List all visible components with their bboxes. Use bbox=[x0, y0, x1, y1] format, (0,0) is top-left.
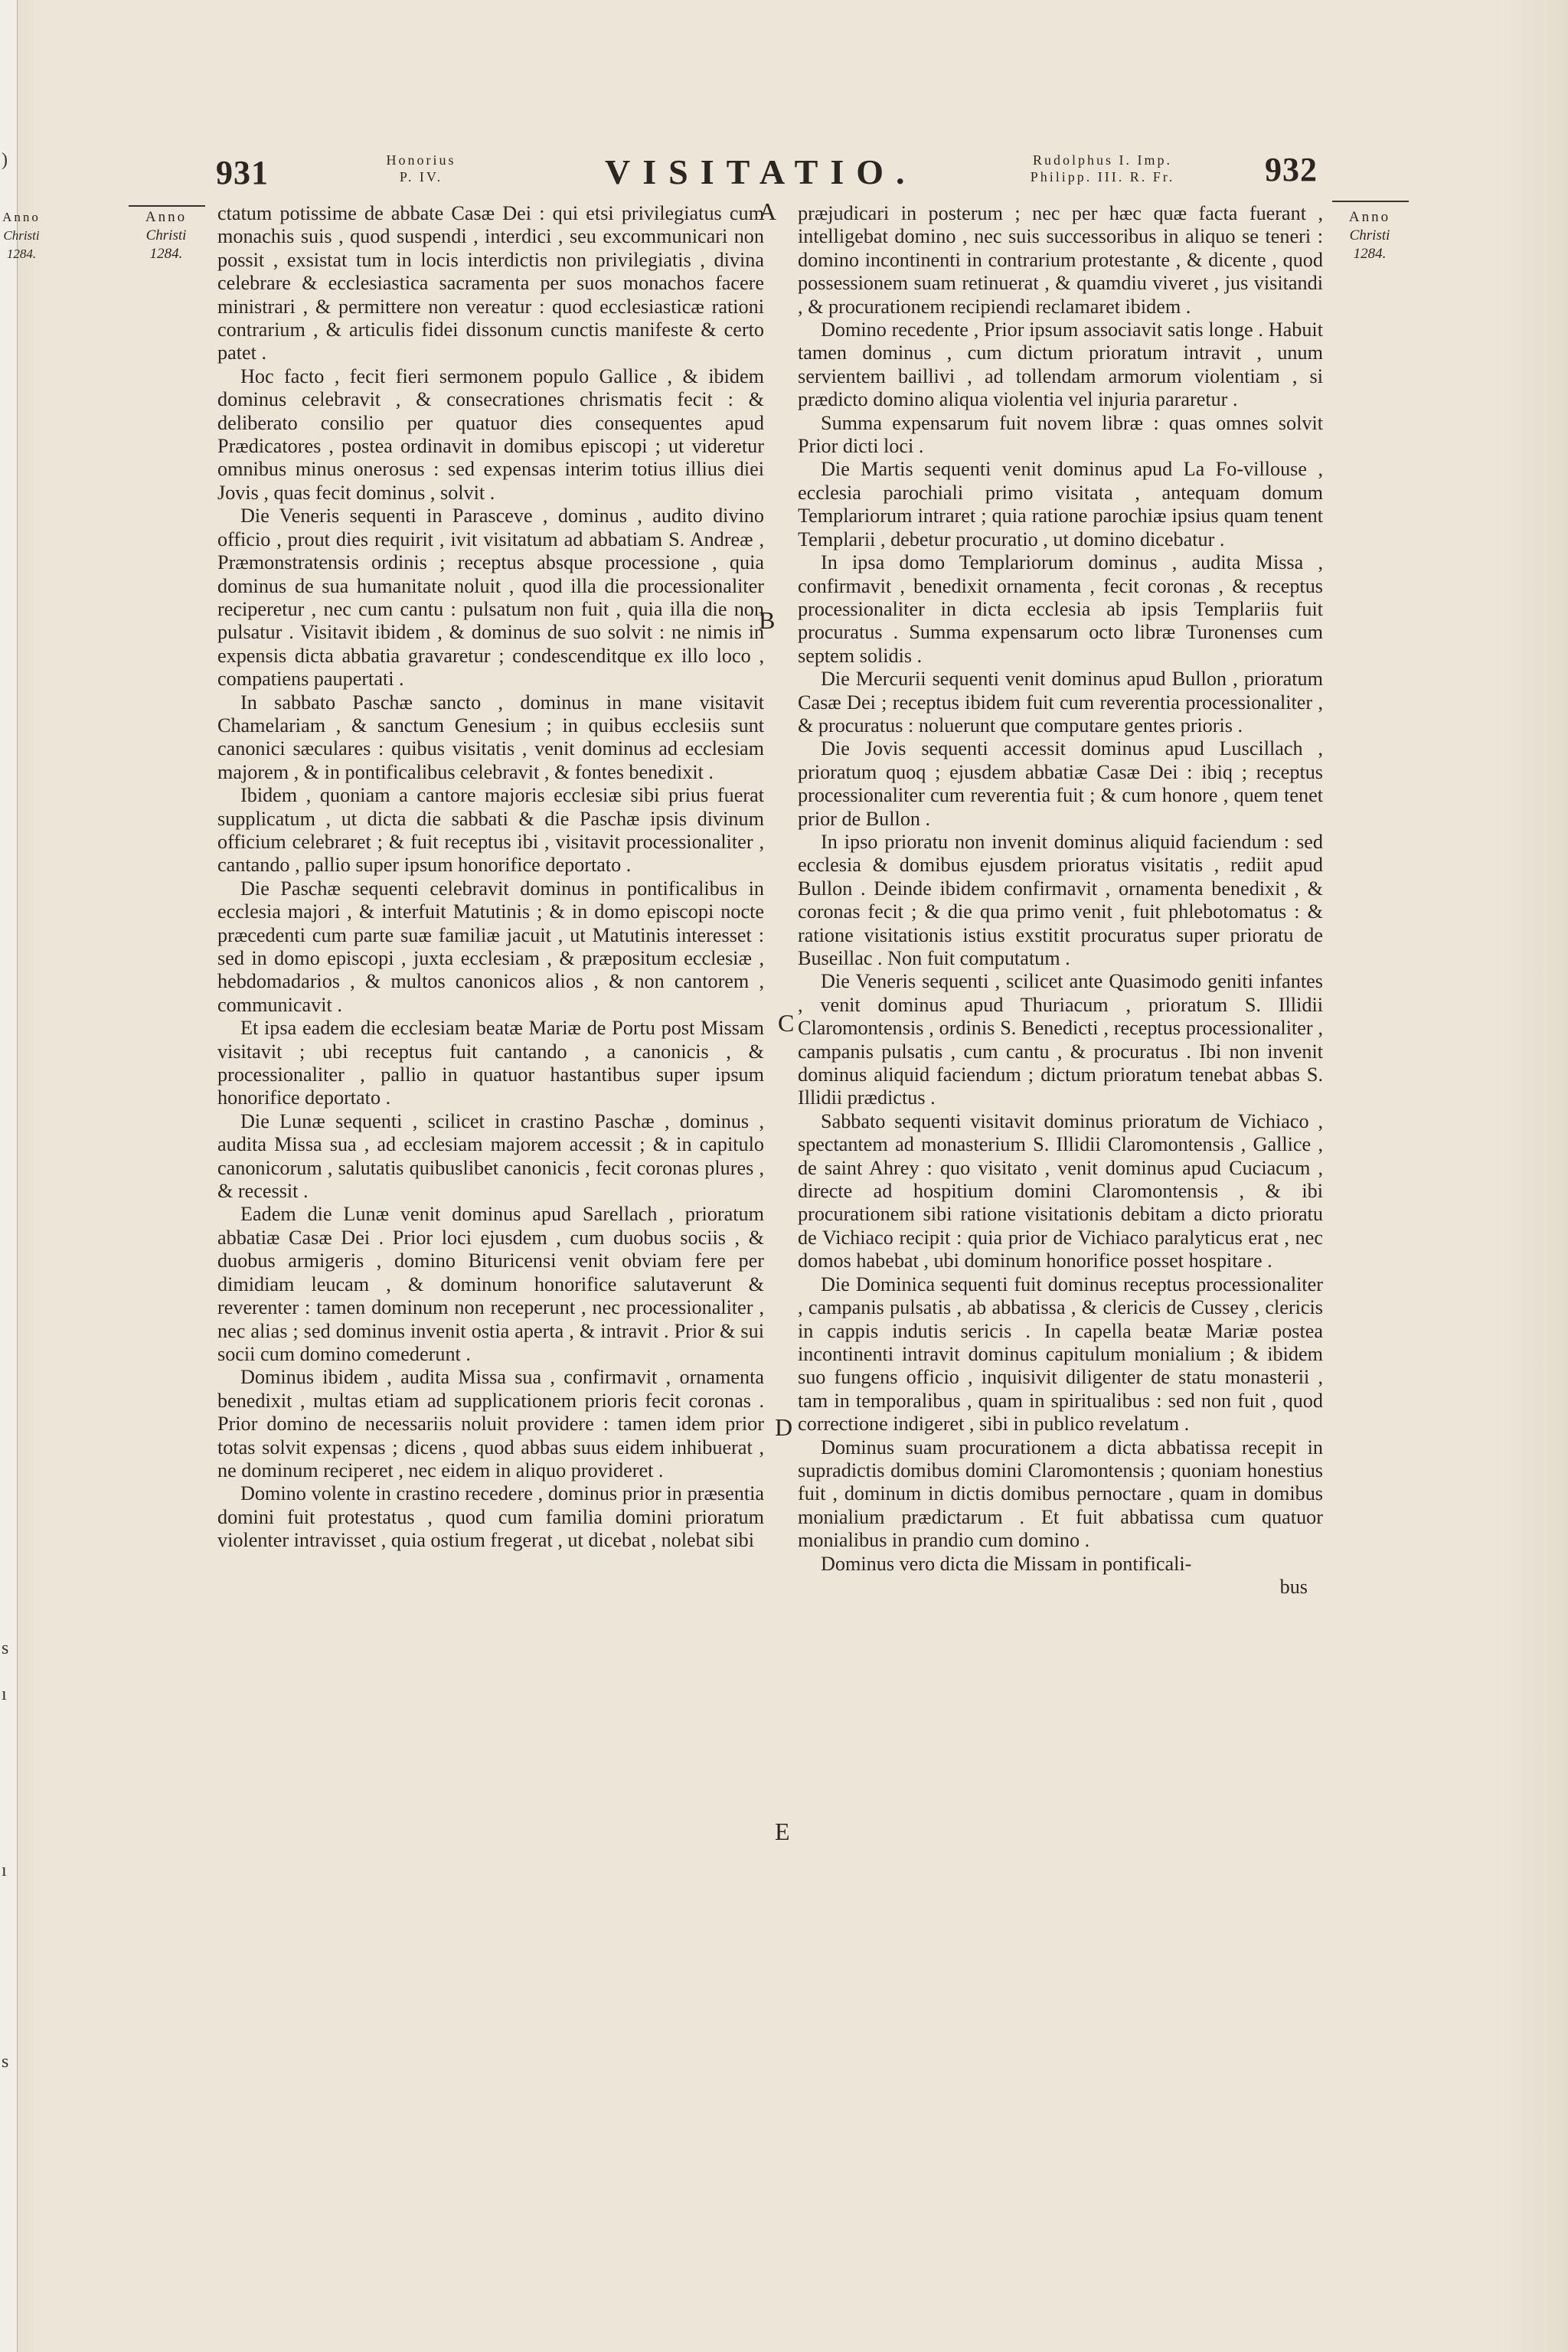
right-text-column bbox=[798, 202, 1323, 1599]
paragraph: Dominus ibidem , audita Missa sua , confirmavit , ornamenta benedixit , multas etiam ad supplicationem prioris fecit coronas . Prior domino de necessariis noluit providere : tamen idem prior totas solvit expensas ; dicens , quod abbas suus eidem inhibuerat , ne dominum reciperet , nec eidem in aliquo provideret . bbox=[217, 1366, 764, 1481]
paragraph: In ipsa domo Templariorum dominus , audita Missa , confirmavit , benedixit ornamenta , fecit coronas , & receptus processionaliter in dicta ecclesia ab ipsis Templariis fuit procuratus . Summa expensarum octo libræ Turonenses cum septem solidis . bbox=[798, 551, 1323, 667]
paragraph: Hoc facto , fecit fieri sermonem populo Gallice , & ibidem dominus celebravit , & consecrationes chrismatis fecit : & deliberato consilio per quatuor dies consequentes apud Prædicatores , postea ordinavit in domibus episcopi ; ut videretur omnibus minus onerosus : sed expensas interim totius illius diei Jovis , quas fecit dominus , solvit . bbox=[217, 364, 764, 504]
prev-page-margin-date: Anno Christi 1284. bbox=[2, 210, 41, 261]
paragraph: Dominus suam procurationem a dicta abbatissa recepit in supradictis domibus domini Claromontensis ; quoniam honestius fuit , dominum in dictis domibus pernoctare , quam in domibus monialium prædictarum . Et fuit abbatissa cum quatuor monialibus in prandio cum domino . bbox=[798, 1436, 1323, 1552]
left-running-head: Honorius P. IV. bbox=[386, 152, 456, 185]
paragraph: Die Veneris sequenti , scilicet ante Quasimodo geniti infantes , venit dominus apud Thuriacum , prioratum S. Illidii Claromontensis , ordinis S. Benedicti , receptus processionaliter , campanis pulsatis , cum cantu , & procuratus . Ibi non invenit dominus aliquid faciendum ; dictum prioratum tenebat abbas S. Illidii prædictus . bbox=[798, 970, 1323, 1109]
left-margin-date: Anno Christi 1284. bbox=[145, 209, 188, 262]
paragraph: Die Dominica sequenti fuit dominus receptus processionaliter , campanis pulsatis , ab abbatissa , & clericis de Cussey , clericis in cappis indutis sericis . In capella beatæ Mariæ postea incontinenti intravit dominus capitulum monialium ; & ibidem suo fungens officio , inquisivit diligenter de statu monasterii , tam in temporalibus , quam in spiritualibus : sed non fuit , quod correctione indigeret , sibi in publico revelatum . bbox=[798, 1272, 1323, 1436]
paragraph: In ipso prioratu non invenit dominus aliquid faciendum : sed ecclesia & domibus ejusdem prioratus visitatis , rediit apud Bullon . Deinde ibidem confirmavit , ornamenta benedixit , & coronas fecit ; & die qua primo venit , fuit phlebotomatus : & ratione visitationis istius exstitit procuratus super prioratu de Buseillac . Non fuit computatum . bbox=[798, 830, 1323, 969]
section-letter-b: B bbox=[759, 606, 776, 634]
paragraph: Die Veneris sequenti in Parasceve , dominus , audito divino officio , prout dies requirit , ivit visitatum ad abbatiam S. Andreæ , Præmonstratensis ordinis ; receptus absque processione , quia dominus de sua humanitate noluit , quod illa die processionaliter reciperetur , nec cum cantu : pulsatum non fuit , quia illa die non pulsatur . Visitavit ibidem , & dominus de suo solvit : ne nimis in expensis dicta abbatia gravaretur ; condescenditque ex illo loco , compatiens paupertati . bbox=[217, 505, 764, 691]
paragraph: ctatum potissime de abbate Casæ Dei : qui etsi privilegiatus cum monachis suis , quod suspendi , interdici , seu excommunicari non possit , exsistat tum in locis interdictis non privilegiatis , divina celebrare & ecclesiastica sacramenta per suos monachos facere ministrari , & permittere non vereatur : quod ecclesiasticæ rationi contrarium , & articulis fidei dissonum cunctis manifeste & certo patet . bbox=[217, 202, 764, 364]
paragraph: Dominus vero dicta die Missam in pontificali- bbox=[821, 1552, 1192, 1575]
previous-page-edge: ) s ı ı s bbox=[0, 0, 18, 2352]
catchword: bus bbox=[1279, 1575, 1308, 1598]
left-page-number: 931 bbox=[216, 154, 269, 191]
paragraph: Die Jovis sequenti accessit dominus apud Luscillach , prioratum quoq ; ejusdem abbatiæ Casæ Dei : ibiq ; receptus processionaliter cum reverentia fuit ; & cum honore , quem tenet prior de Bullon . bbox=[798, 737, 1323, 830]
paragraph: Domino volente in crastino recedere , dominus prior in præsentia domini fuit protestatus , quod cum familia domini prioratum violenter intravisset , quia ostium fregerat , ut dicebat , nolebat sibi bbox=[217, 1482, 764, 1552]
right-margin-rule bbox=[1332, 201, 1409, 202]
right-page-number: 932 bbox=[1265, 151, 1318, 188]
paragraph: Summa expensarum fuit novem libræ : quas omnes solvit Prior dicti loci . bbox=[798, 411, 1323, 458]
paragraph: Sabbato sequenti visitavit dominus prioratum de Vichiaco , spectantem ad monasterium S. Illidii Claromontensis , Gallice , de saint Ahrey : quo visitato , venit dominus apud Cuciacum , directe ad hospitium domini Claromontensis , & ibi procurationem sibi ratione visitationis debitam a dicto prioratu de Vichiaco recipit : quia prior de Vichiaco paralyticus erat , nec domos habebat , ubi dominum honorifice posset hospitare . bbox=[798, 1109, 1323, 1272]
paragraph: Die Martis sequenti venit dominus apud La Fo-villouse , ecclesia parochiali primo visitata , antequam domum Templariorum intraret ; quia ratione parochiæ ipsius quam tenent Templarii , debetur procuratio , ut domino dicebatur . bbox=[798, 458, 1323, 550]
section-letter-c: C bbox=[778, 1009, 795, 1037]
page-title: VISITATIO. bbox=[605, 152, 917, 191]
paragraph: Eadem die Lunæ venit dominus apud Sarellach , prioratum abbatiæ Casæ Dei . Prior loci ejusdem , cum duobus sociis , & duobus armigeris , domino Bituricensi venit obviam fere per dimidiam leucam , & dominum honorifice salutaverunt & reverenter : tamen dominum non receperunt , nec processionaliter , nec alias ; sed dominus invenit ostia aperta , & intravit . Prior & sui socii cum domino comederunt . bbox=[217, 1203, 764, 1365]
paragraph: In sabbato Paschæ sancto , dominus in mane visitavit Chamelariam , & sanctum Genesium ; in quibus ecclesiis sunt canonici sæculares : quibus visitatis , venit dominus ad ecclesiam majorem , & in pontificalibus celebravit , & fontes benedixit . bbox=[217, 691, 764, 783]
paragraph: Die Paschæ sequenti celebravit dominus in pontificalibus in ecclesia majori , & interfuit Matutinis ; & in domo episcopi nocte præcedenti cum parte suæ familiæ jacuit , ut Matutinis interesset : sed in domo episcopi , juxta ecclesiam , & præpositum ecclesiæ , hebdomadarios , & multos canonicos alios , & non cantorem , communicavit . bbox=[217, 877, 764, 1016]
paragraph: præjudicari in posterum ; nec per hæc quæ facta fuerant , intelligebat domino , nec suis successoribus in aliquo se teneri : domino incontinenti in contrarium protestante , & dicente , quod possessionem suam retinuerat , & quamdiu viveret , jus visitandi , & procurationem recipiendi reclamaret ibidem . bbox=[798, 202, 1323, 318]
section-letter-e: E bbox=[775, 1818, 790, 1845]
left-margin-rule bbox=[129, 205, 205, 207]
paragraph: Die Mercurii sequenti venit dominus apud Bullon , prioratum Casæ Dei ; receptus ibidem fuit cum reverentia processionaliter , & procuratus : noluerunt que computare gentes prioris . bbox=[798, 668, 1323, 737]
paragraph: Domino recedente , Prior ipsum associavit satis longe . Habuit tamen dominus , cum dictum prioratum intravit , unum servientem baillivi , ad tollendam armorum violentiam , si prædicto domino aliqua violentia vel injuria pararetur . bbox=[798, 318, 1323, 411]
right-margin-date: Anno Christi 1284. bbox=[1348, 209, 1391, 262]
right-running-head: Rudolphus I. Imp. Philipp. III. R. Fr. bbox=[1030, 152, 1175, 185]
section-letter-d: D bbox=[775, 1413, 793, 1441]
section-letter-a: A bbox=[759, 198, 777, 225]
paragraph: Ibidem , quoniam a cantore majoris ecclesiæ sibi prius fuerat supplicatum , ut dicta die sabbati & die Paschæ ipsis divinum officium celebraret ; & fuit receptus ibi , visitavit processionaliter , cantando , pallio super ipsum honorifice deportato . bbox=[217, 784, 764, 877]
paragraph: Et ipsa eadem die ecclesiam beatæ Mariæ de Portu post Missam visitavit ; ubi receptus fuit cantando , a canonicis , & processionaliter , pallio in quatuor hastantibus super ipsum honorifice deportato . bbox=[217, 1017, 764, 1109]
left-text-column bbox=[217, 202, 764, 1553]
paragraph: Die Lunæ sequenti , scilicet in crastino Paschæ , dominus , audita Missa sua , ad ecclesiam majorem accessit ; & in capitulo canonicorum , salutatis quibuslibet canonicis , fecit coronas plures , & recessit . bbox=[217, 1109, 764, 1203]
running-header bbox=[0, 150, 1568, 204]
